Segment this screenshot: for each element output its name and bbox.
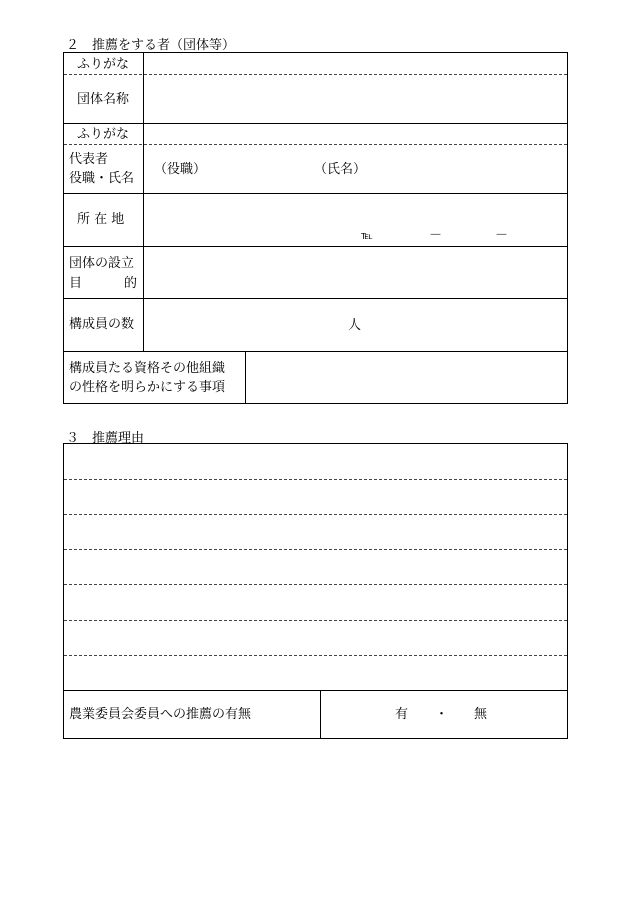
writing-line bbox=[64, 584, 567, 585]
tel-dash: － bbox=[429, 228, 443, 243]
tel-dash: － bbox=[495, 228, 509, 243]
purpose-label-char: 目 bbox=[69, 276, 83, 291]
divider bbox=[64, 123, 567, 124]
members-unit: 人 bbox=[348, 318, 362, 333]
divider bbox=[64, 144, 567, 145]
org-name-label: 団体名称 bbox=[77, 92, 130, 107]
yes-option: 有 bbox=[395, 707, 409, 722]
tel-label: ℡ bbox=[361, 229, 373, 242]
position-label: （役職） bbox=[154, 162, 207, 177]
members-label: 構成員の数 bbox=[69, 317, 135, 332]
representative-position-name-label: 役職・氏名 bbox=[69, 171, 135, 186]
writing-line bbox=[64, 514, 567, 515]
divider bbox=[64, 690, 567, 691]
divider bbox=[64, 298, 567, 299]
qualification-label: の性格を明らかにする事項 bbox=[69, 380, 226, 395]
furigana-label: ふりがな bbox=[77, 57, 130, 72]
section2-heading: ２ 推薦をする者（団体等） bbox=[66, 38, 236, 53]
writing-line bbox=[64, 655, 567, 656]
divider bbox=[64, 193, 567, 194]
column-divider bbox=[143, 53, 144, 351]
furigana-label: ふりがな bbox=[77, 127, 130, 142]
organization-form-table bbox=[63, 52, 568, 404]
divider bbox=[64, 74, 567, 75]
writing-line bbox=[64, 549, 567, 550]
name-label: （氏名） bbox=[314, 162, 367, 177]
column-divider bbox=[245, 351, 246, 404]
qualification-label: 構成員たる資格その他組織 bbox=[69, 361, 226, 376]
column-divider bbox=[320, 690, 321, 739]
divider bbox=[64, 246, 567, 247]
writing-line bbox=[64, 479, 567, 480]
purpose-label-char: 的 bbox=[124, 276, 138, 291]
location-label: 所 在 地 bbox=[77, 212, 125, 227]
committee-recommendation-label: 農業委員会委員への推薦の有無 bbox=[69, 707, 252, 722]
divider bbox=[64, 351, 567, 352]
writing-line bbox=[64, 620, 567, 621]
section3-heading: ３ 推薦理由 bbox=[66, 431, 145, 446]
purpose-label: 団体の設立 bbox=[69, 256, 135, 271]
no-option: 無 bbox=[474, 707, 488, 722]
representative-label: 代表者 bbox=[69, 152, 109, 167]
reason-table bbox=[63, 443, 568, 739]
option-separator: ・ bbox=[435, 707, 449, 722]
